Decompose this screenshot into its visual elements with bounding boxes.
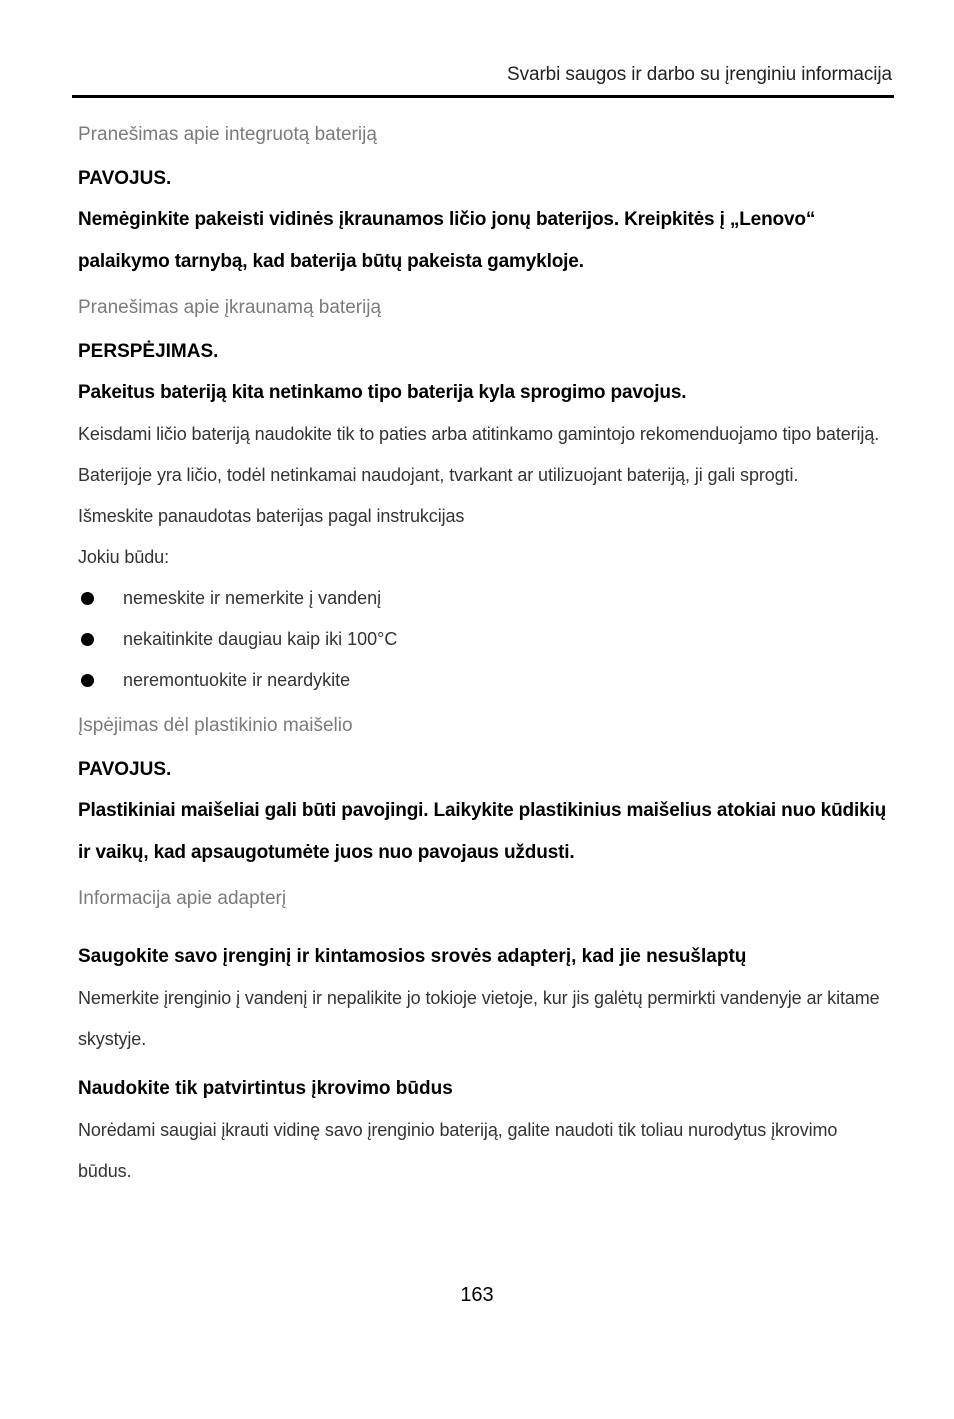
page-content bbox=[78, 118, 893, 1192]
danger-label: PAVOJUS. bbox=[78, 759, 172, 780]
list-item bbox=[78, 578, 893, 619]
section-heading-adapter: Informacija apie adapterį bbox=[78, 888, 287, 909]
page-number: 163 bbox=[460, 1284, 494, 1306]
integrated-battery-warning-text: Nemėginkite pakeisti vidinės įkraunamos ličio jonų baterijos. Kreipkitės į „Lenovo“ palaikymo tarnybą, kad baterija būtų pakeista gamykloje. bbox=[78, 209, 816, 272]
running-header-title: Svarbi saugos ir darbo su įrenginiu informacija bbox=[507, 64, 892, 85]
subheading-keep-dry: Saugokite savo įrenginį ir kintamosios srovės adapterį, kad jie nesušlaptų bbox=[78, 946, 747, 967]
list-item-text: neremontuokite ir neardykite bbox=[123, 670, 351, 690]
battery-disposal-paragraph: Išmeskite panaudotas baterijas pagal instrukcijas bbox=[78, 506, 465, 526]
battery-replacement-paragraph: Keisdami ličio bateriją naudokite tik to paties arba atitinkamo gamintojo rekomenduojamo tipo bateriją. Baterijoje yra ličio, todėl netinkamai naudojant, tvarkant ar utilizuojant bateriją, ji gali sprogti. bbox=[78, 424, 880, 485]
bullet-icon bbox=[81, 592, 94, 605]
running-header bbox=[72, 60, 894, 98]
list-item-text: nekaitinkite daugiau kaip iki 100°C bbox=[123, 629, 398, 649]
list-item-text: nemeskite ir nemerkite į vandenį bbox=[123, 588, 382, 608]
battery-prohibitions-list bbox=[78, 578, 893, 701]
section-heading-rechargeable-battery: Pranešimas apie įkraunamą bateriją bbox=[78, 297, 382, 318]
approved-charging-paragraph: Norėdami saugiai įkrauti vidinę savo įrenginio bateriją, galite naudoti tik toliau nurodytus įkrovimo būdus. bbox=[78, 1120, 838, 1181]
list-item bbox=[78, 619, 893, 660]
plastic-bag-warning-text: Plastikiniai maišeliai gali būti pavojingi. Laikykite plastikinius maišelius atokiai nuo kūdikių ir vaikų, kad apsaugotumėte juos nuo pavojaus uždusti. bbox=[78, 800, 887, 863]
caution-label: PERSPĖJIMAS. bbox=[78, 341, 219, 362]
subheading-approved-charging: Naudokite tik patvirtintus įkrovimo būdus bbox=[78, 1078, 453, 1099]
bullet-icon bbox=[81, 674, 94, 687]
danger-label: PAVOJUS. bbox=[78, 168, 172, 189]
section-heading-plastic-bag: Įspėjimas dėl plastikinio maišelio bbox=[78, 715, 353, 736]
never-do-intro: Jokiu būdu: bbox=[78, 547, 169, 567]
explosion-risk-text: Pakeitus bateriją kita netinkamo tipo baterija kyla sprogimo pavojus. bbox=[78, 382, 687, 403]
list-item bbox=[78, 660, 893, 701]
keep-dry-paragraph: Nemerkite įrenginio į vandenį ir nepalikite jo tokioje vietoje, kur jis galėtų permirkti vandenyje ar kitame skystyje. bbox=[78, 988, 880, 1049]
bullet-icon bbox=[81, 633, 94, 646]
section-heading-integrated-battery: Pranešimas apie integruotą bateriją bbox=[78, 124, 377, 145]
